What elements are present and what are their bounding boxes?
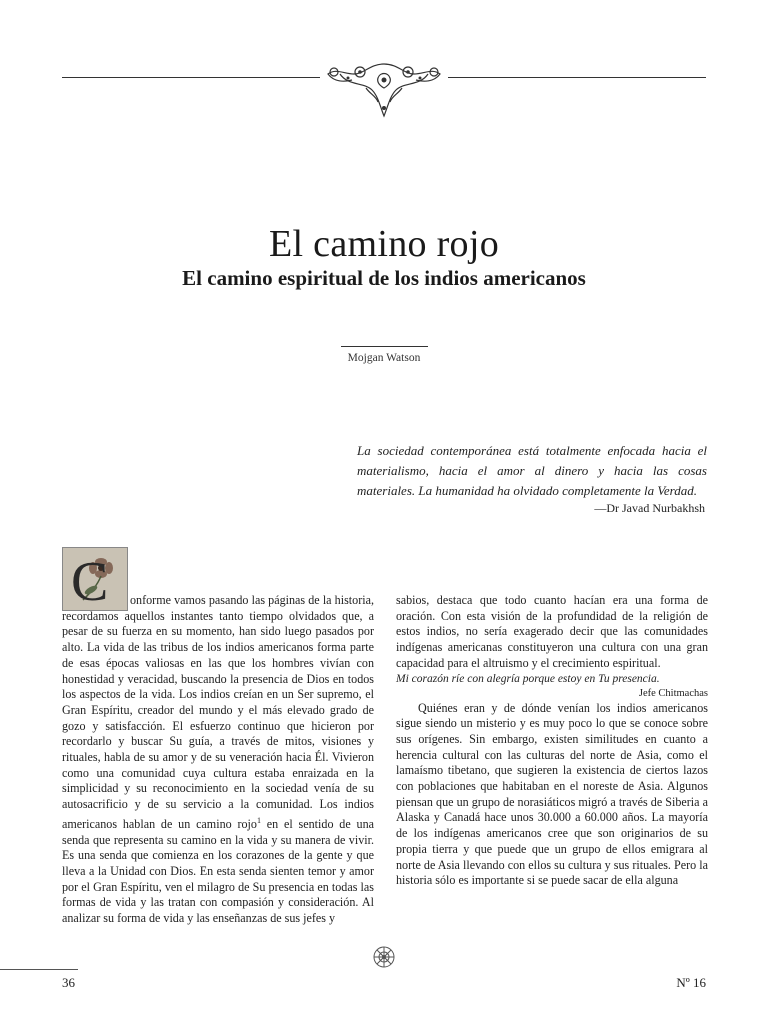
article-subtitle: El camino espiritual de los indios americanos xyxy=(182,266,586,290)
left-column xyxy=(62,593,374,927)
epigraph-attribution: —Dr Javad Nurbakhsh xyxy=(594,501,705,515)
inline-quote-attribution: Jefe Chitmachas xyxy=(638,687,708,699)
issue-number: Nº 16 xyxy=(676,975,706,990)
inline-quote: Mi corazón ríe con alegría porque estoy en Tu presencia. xyxy=(396,672,660,685)
left-column-text: onforme vamos pasando las páginas de la historia, recordamos aquellos instantes tanto tiempo olvidados que, a pesar de su fuerza en su momento, han sido luego pasados por alto. La vida de las tribus de los indios americanos forma parte de esas épocas valiosas en las que los hombres vivían con honestidad y veracidad, buscando la presencia de Dios en todos los aspectos de la vida. Los indios creían en un Ser supremo, el Gran Espíritu, creador del mundo y el más elevado grado de gozo y satisfacción. El esfuerzo continuo que hicieron por recordarlo y buscar Su guía, a través de mitos, visiones y rituales, habla de su amor y de su veneración hacia Él. Vivieron como una comunidad cuya cultura estaba enraizada en la simplicidad y su reconocimiento en la sociedad venía de su autosacrificio y de su servicio a la comunidad. Los indios americanos hablan de un camino rojo xyxy=(62,593,374,831)
page-number: 36 xyxy=(62,975,75,990)
dropcap-letter: C xyxy=(71,551,109,613)
author-rule xyxy=(341,346,428,347)
floral-ornament-icon xyxy=(320,60,448,120)
footnote-mark: 1 xyxy=(256,815,261,825)
left-column-text-cont: en el sentido de una senda que representa su camino en la vida y su manera de vivir. Es una senda que comienza en los corazones de la gente y que lleva a la Unidad con Dios. En esta senda sienten temor y amor por el Gran Espíritu, ven el milagro de Su presencia en todas las formas de vida y las tratan con compasión y consideración. Al analizar su forma de vida y las enseñanzas de sus jefes y xyxy=(62,816,374,926)
author-name: Mojgan Watson xyxy=(347,352,421,364)
footer-ornament-icon xyxy=(371,944,397,970)
right-paragraph-1: sabios, destaca que todo cuanto hacían era una forma de oración. Con esta visión de la profundidad de la religión de estos indios, no sería exagerado decir que las comunidades indígenas americanas constituyeron una cultura con una gran capacidad para el altruismo y el crecimiento espiritual. xyxy=(396,593,708,670)
header-ornament xyxy=(62,60,706,120)
header-rule-right xyxy=(448,77,706,78)
epigraph-text: La sociedad contemporánea está totalmente enfocada hacia el materialismo, hacia el amor al dinero y hacia las cosas materiales. La humanidad ha olvidado completamente la Verdad. xyxy=(357,443,707,498)
right-column xyxy=(396,593,708,889)
header-rule-left xyxy=(62,77,320,78)
right-paragraph-2: Quiénes eran y de dónde venían los indios americanos sigue siendo un misterio y es muy poco lo que se conoce sobre sus orígenes. Sin embargo, existen similitudes en cuanto a herencia cultural con las culturas del norte de Asia, como el lamaísmo tibetano, que sugieren la existencia de ciertos lazos con poblaciones que habitaban en el noreste de Asia. Algunos piensan que un grupo de norasiáticos migró a través de Siberia a Alaska y Canadá hace unos 30.000 a 60.000 años. La mayoría de los indígenas americanos cree que son originarios de su propia tierra y que puede que un grupo de ellos emigrara al norte de Asia llevando con ellos su cultura y sus rituales. Pero la historia sólo es importante si se puede sacar de ella alguna xyxy=(396,700,708,888)
article-title: El camino rojo xyxy=(268,223,500,265)
footer-rule xyxy=(0,969,78,970)
